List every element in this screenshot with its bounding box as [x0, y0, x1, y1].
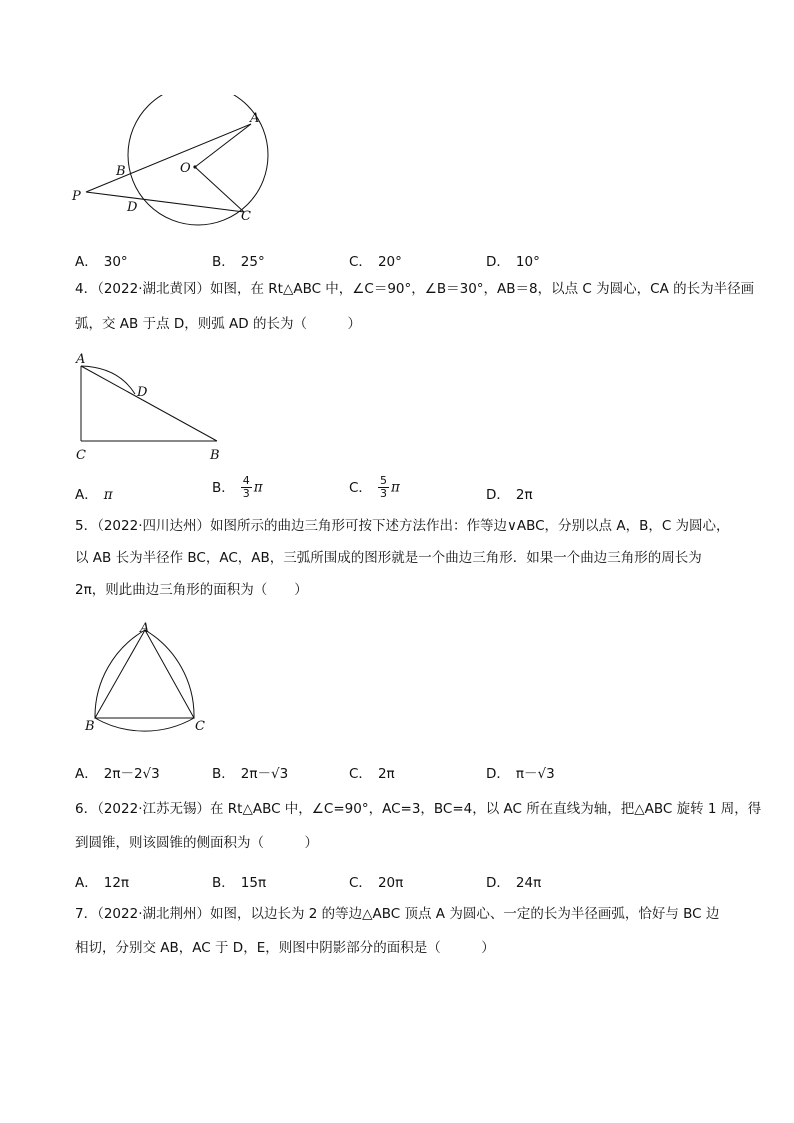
q4-label-a: A: [76, 352, 86, 367]
q5-option-d: D． π－√3: [486, 766, 555, 782]
q5-equilateral-triangle: [95, 630, 194, 718]
q7-text-line2: 相切，分别交 AB，AC 于 D，E，则图中阴影部分的面积是（ ）: [75, 940, 495, 956]
q3-secant-pdc: [86, 192, 244, 212]
q3-option-b: B． 25°: [212, 254, 265, 270]
q6-text-line1: 6．（2022·江苏无锡）在 Rt△ABC 中，∠C=90°，AC=3，BC=4，以 AC 所在直线为轴，把△ABC 旋转 1 周，得: [75, 801, 762, 817]
q5-reuleaux-triangle: [95, 630, 194, 731]
q4-label-d: D: [137, 385, 148, 400]
q3-radius-oa: [195, 124, 251, 167]
q3-radius-oc: [195, 167, 244, 212]
q4-option-b: B． $\frac{4}{3}$ π: [212, 474, 263, 500]
q6-text-line2: 到圆锥，则该圆锥的侧面积为（ ）: [75, 835, 318, 851]
q6-option-c: C． 20π: [349, 875, 404, 891]
q3-label-b: B: [116, 164, 126, 179]
q3-secant-pab: [86, 124, 251, 192]
q3-figure: [60, 95, 300, 230]
q3-label-c: C: [241, 209, 251, 224]
q6-option-b: B． 15π: [212, 875, 267, 891]
q3-option-c: C． 20°: [349, 254, 402, 270]
q4-label-b: B: [210, 448, 220, 463]
q6-option-d: D． 24π: [486, 875, 542, 891]
q5-label-a: A: [140, 621, 150, 636]
q5-option-a: A． 2π－2√3: [75, 766, 160, 782]
q4-label-c: C: [76, 448, 86, 463]
q3-option-d: D． 10°: [486, 254, 540, 270]
q5-text-line1: 5．（2022·四川达州）如图所示的曲边三角形可按下述方法作出：作等边∨ABC，分别以点 A，B，C 为圆心，: [75, 518, 730, 534]
q3-center-dot: [193, 165, 196, 168]
q4-option-d: D． 2π: [486, 487, 533, 503]
q5-option-b: B． 2π－√3: [212, 766, 289, 782]
q3-option-a: A． 30°: [75, 254, 128, 270]
q3-circle: [128, 95, 268, 225]
q4-figure: [70, 348, 230, 463]
q5-label-c: C: [195, 719, 205, 734]
q4-text-line1: 4．（2022·湖北黄冈）如图，在 Rt△ABC 中，∠C＝90°，∠B＝30°，AB＝8，以点 C 为圆心，CA 的长为半径画: [75, 281, 755, 297]
q4-option-a: A． π: [75, 487, 113, 503]
q4-option-c: C． $\frac{5}{3}$ π: [349, 474, 400, 500]
q5-figure: [80, 615, 210, 740]
q5-label-b: B: [85, 719, 95, 734]
q3-label-p: P: [72, 189, 81, 204]
q4-option-c-fraction: $\frac{5}{3}$: [379, 474, 387, 500]
q4-option-b-fraction: $\frac{4}{3}$: [242, 474, 250, 500]
q5-option-c: C． 2π: [349, 766, 395, 782]
q5-text-line3: 2π，则此曲边三角形的面积为（ ）: [75, 582, 308, 598]
q6-option-a: A． 12π: [75, 875, 130, 891]
q7-text-line1: 7．（2022·湖北荆州）如图，以边长为 2 的等边△ABC 顶点 A 为圆心、一定的长为半径画弧，恰好与 BC 边: [75, 906, 720, 922]
q3-label-a: A: [250, 111, 260, 126]
q4-text-line2: 弧，交 AB 于点 D，则弧 AD 的长为（ ）: [75, 316, 361, 332]
q5-text-line2: 以 AB 长为半径作 BC，AC，AB，三弧所围成的图形就是一个曲边三角形．如果一个曲边三角形的周长为: [75, 550, 702, 566]
q4-side-ab: [81, 366, 217, 441]
q3-label-o: O: [180, 161, 191, 176]
q3-label-d: D: [127, 200, 138, 215]
